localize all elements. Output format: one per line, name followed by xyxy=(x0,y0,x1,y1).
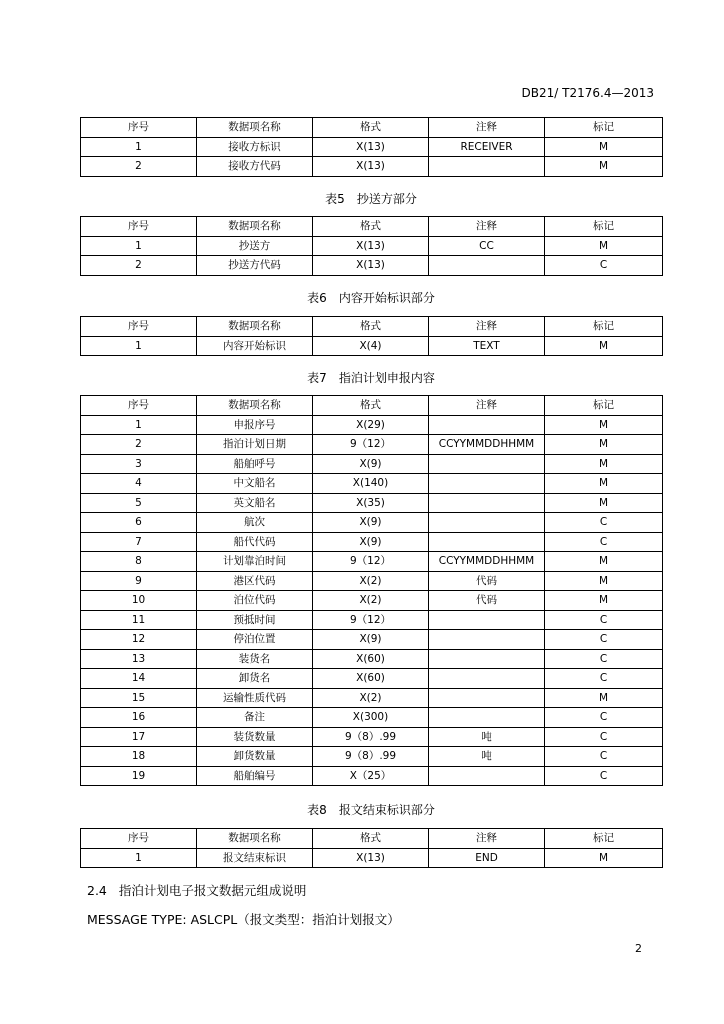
table-row xyxy=(81,610,663,630)
table-row xyxy=(81,591,663,611)
cell-note-col xyxy=(429,513,545,533)
column-header-index-col: 序号 xyxy=(81,829,197,849)
table-row xyxy=(81,848,663,868)
cell-format-col: X(13) xyxy=(313,256,429,276)
table-row xyxy=(81,415,663,435)
cell-name-col: 备注 xyxy=(197,708,313,728)
page-number: 2 xyxy=(635,942,642,955)
table-row xyxy=(81,708,663,728)
cell-format-col: X(9) xyxy=(313,532,429,552)
table-row xyxy=(81,766,663,786)
cell-flag-col: C xyxy=(545,513,663,533)
cell-index-col: 1 xyxy=(81,236,197,256)
table-row xyxy=(81,137,663,157)
table-8-number: 表8 xyxy=(307,803,327,817)
table-7-caption xyxy=(80,369,662,386)
column-header-name-col: 数据项名称 xyxy=(197,396,313,416)
cell-flag-col: M xyxy=(545,157,663,177)
column-header-note-col: 注释 xyxy=(429,217,545,237)
cell-name-col: 运输性质代码 xyxy=(197,688,313,708)
cell-name-col: 船舶呼号 xyxy=(197,454,313,474)
column-header-format-col: 格式 xyxy=(313,396,429,416)
cell-index-col: 13 xyxy=(81,649,197,669)
cell-format-col: X(9) xyxy=(313,630,429,650)
column-header-note-col: 注释 xyxy=(429,317,545,337)
cell-name-col: 计划靠泊时间 xyxy=(197,552,313,572)
table-row xyxy=(81,571,663,591)
cell-index-col: 2 xyxy=(81,435,197,455)
cell-flag-col: M xyxy=(545,336,663,356)
cell-name-col: 英文船名 xyxy=(197,493,313,513)
cell-note-col xyxy=(429,415,545,435)
cell-name-col: 抄送方 xyxy=(197,236,313,256)
cell-flag-col: C xyxy=(545,708,663,728)
table-row xyxy=(81,552,663,572)
table-8-title: 报文结束标识部分 xyxy=(338,803,435,817)
column-header-note-col: 注释 xyxy=(429,829,545,849)
cell-format-col: X(29) xyxy=(313,415,429,435)
table-header-row xyxy=(81,217,663,237)
cell-format-col: X(13) xyxy=(313,137,429,157)
table-6-content-start xyxy=(80,316,663,356)
cell-note-col xyxy=(429,630,545,650)
table-row xyxy=(81,727,663,747)
cell-flag-col: M xyxy=(545,848,663,868)
cell-index-col: 12 xyxy=(81,630,197,650)
cell-format-col: X(13) xyxy=(313,157,429,177)
cell-index-col: 1 xyxy=(81,848,197,868)
table-6-caption xyxy=(80,289,662,306)
cell-name-col: 航次 xyxy=(197,513,313,533)
table-8-caption xyxy=(80,801,662,818)
cell-name-col: 装货数量 xyxy=(197,727,313,747)
cell-name-col: 预抵时间 xyxy=(197,610,313,630)
table-5-caption xyxy=(80,190,662,207)
column-header-format-col: 格式 xyxy=(313,118,429,138)
table-4-receiver xyxy=(80,117,663,177)
table-6-number: 表6 xyxy=(307,291,327,305)
cell-index-col: 19 xyxy=(81,766,197,786)
table-row xyxy=(81,435,663,455)
table-row xyxy=(81,157,663,177)
column-header-flag-col: 标记 xyxy=(545,829,663,849)
column-header-name-col: 数据项名称 xyxy=(197,829,313,849)
cell-format-col: X(35) xyxy=(313,493,429,513)
cell-format-col: 9（8）.99 xyxy=(313,727,429,747)
cell-note-col xyxy=(429,688,545,708)
table-header-row xyxy=(81,396,663,416)
cell-format-col: X(2) xyxy=(313,591,429,611)
cell-flag-col: M xyxy=(545,454,663,474)
cell-flag-col: C xyxy=(545,669,663,689)
cell-flag-col: C xyxy=(545,256,663,276)
cell-index-col: 6 xyxy=(81,513,197,533)
table-row xyxy=(81,493,663,513)
column-header-flag-col: 标记 xyxy=(545,396,663,416)
column-header-index-col: 序号 xyxy=(81,317,197,337)
table-7-number: 表7 xyxy=(307,371,327,385)
table-row xyxy=(81,688,663,708)
cell-flag-col: M xyxy=(545,415,663,435)
cell-note-col xyxy=(429,474,545,494)
cell-index-col: 10 xyxy=(81,591,197,611)
table-row xyxy=(81,454,663,474)
cell-format-col: X(4) xyxy=(313,336,429,356)
cell-note-col xyxy=(429,256,545,276)
table-row xyxy=(81,532,663,552)
cell-format-col: X(13) xyxy=(313,848,429,868)
cell-format-col: 9（8）.99 xyxy=(313,747,429,767)
table-row xyxy=(81,649,663,669)
column-header-format-col: 格式 xyxy=(313,829,429,849)
cell-note-col xyxy=(429,454,545,474)
cell-index-col: 1 xyxy=(81,137,197,157)
column-header-flag-col: 标记 xyxy=(545,118,663,138)
cell-note-col xyxy=(429,157,545,177)
cell-flag-col: C xyxy=(545,532,663,552)
table-row xyxy=(81,630,663,650)
cell-format-col: X（25） xyxy=(313,766,429,786)
column-header-name-col: 数据项名称 xyxy=(197,317,313,337)
cell-format-col: X(2) xyxy=(313,688,429,708)
cell-flag-col: C xyxy=(545,649,663,669)
cell-format-col: X(13) xyxy=(313,236,429,256)
cell-note-col: CCYYMMDDHHMM xyxy=(429,552,545,572)
cell-name-col: 船代代码 xyxy=(197,532,313,552)
column-header-note-col: 注释 xyxy=(429,118,545,138)
cell-flag-col: M xyxy=(545,688,663,708)
cell-flag-col: C xyxy=(545,727,663,747)
cell-format-col: X(60) xyxy=(313,669,429,689)
cell-name-col: 申报序号 xyxy=(197,415,313,435)
cell-name-col: 接收方标识 xyxy=(197,137,313,157)
cell-format-col: X(2) xyxy=(313,571,429,591)
cell-name-col: 中文船名 xyxy=(197,474,313,494)
cell-flag-col: M xyxy=(545,591,663,611)
cell-note-col: 吨 xyxy=(429,747,545,767)
table-7-title: 指泊计划申报内容 xyxy=(338,371,435,385)
cell-flag-col: M xyxy=(545,236,663,256)
column-header-index-col: 序号 xyxy=(81,217,197,237)
cell-flag-col: M xyxy=(545,493,663,513)
table-6-title: 内容开始标识部分 xyxy=(338,291,435,305)
cell-name-col: 指泊计划日期 xyxy=(197,435,313,455)
cell-index-col: 16 xyxy=(81,708,197,728)
cell-format-col: X(60) xyxy=(313,649,429,669)
cell-note-col xyxy=(429,766,545,786)
cell-format-col: X(300) xyxy=(313,708,429,728)
cell-name-col: 停泊位置 xyxy=(197,630,313,650)
cell-flag-col: C xyxy=(545,766,663,786)
column-header-flag-col: 标记 xyxy=(545,317,663,337)
cell-format-col: X(9) xyxy=(313,454,429,474)
cell-name-col: 卸货数量 xyxy=(197,747,313,767)
column-header-format-col: 格式 xyxy=(313,317,429,337)
cell-index-col: 2 xyxy=(81,256,197,276)
cell-note-col: 代码 xyxy=(429,591,545,611)
cell-flag-col: M xyxy=(545,571,663,591)
table-5-cc xyxy=(80,216,663,276)
cell-index-col: 15 xyxy=(81,688,197,708)
cell-note-col: CCYYMMDDHHMM xyxy=(429,435,545,455)
cell-note-col: 代码 xyxy=(429,571,545,591)
cell-index-col: 4 xyxy=(81,474,197,494)
cell-format-col: 9（12） xyxy=(313,552,429,572)
table-header-row xyxy=(81,317,663,337)
cell-note-col xyxy=(429,610,545,630)
table-7-berth-plan xyxy=(80,395,663,786)
table-5-number: 表5 xyxy=(325,192,345,206)
column-header-name-col: 数据项名称 xyxy=(197,118,313,138)
cell-flag-col: M xyxy=(545,474,663,494)
cell-index-col: 7 xyxy=(81,532,197,552)
cell-flag-col: M xyxy=(545,435,663,455)
standard-code: DB21/ T2176.4—2013 xyxy=(521,86,654,100)
cell-name-col: 报文结束标识 xyxy=(197,848,313,868)
section-heading xyxy=(87,881,306,899)
cell-name-col: 抄送方代码 xyxy=(197,256,313,276)
table-header-row xyxy=(81,829,663,849)
cell-flag-col: M xyxy=(545,137,663,157)
cell-index-col: 14 xyxy=(81,669,197,689)
cell-flag-col: C xyxy=(545,610,663,630)
cell-note-col: 吨 xyxy=(429,727,545,747)
table-row xyxy=(81,474,663,494)
section-title: 指泊计划电子报文数据元组成说明 xyxy=(118,883,307,898)
cell-note-col xyxy=(429,708,545,728)
cell-note-col: RECEIVER xyxy=(429,137,545,157)
cell-index-col: 17 xyxy=(81,727,197,747)
column-header-flag-col: 标记 xyxy=(545,217,663,237)
column-header-note-col: 注释 xyxy=(429,396,545,416)
cell-name-col: 泊位代码 xyxy=(197,591,313,611)
cell-name-col: 卸货名 xyxy=(197,669,313,689)
cell-note-col: CC xyxy=(429,236,545,256)
cell-note-col xyxy=(429,669,545,689)
cell-flag-col: M xyxy=(545,552,663,572)
cell-name-col: 装货名 xyxy=(197,649,313,669)
table-header-row xyxy=(81,118,663,138)
cell-note-col: TEXT xyxy=(429,336,545,356)
table-5-title: 抄送方部分 xyxy=(356,192,417,206)
cell-index-col: 9 xyxy=(81,571,197,591)
table-row xyxy=(81,669,663,689)
column-header-index-col: 序号 xyxy=(81,396,197,416)
table-row xyxy=(81,336,663,356)
cell-index-col: 11 xyxy=(81,610,197,630)
cell-index-col: 3 xyxy=(81,454,197,474)
cell-index-col: 5 xyxy=(81,493,197,513)
cell-index-col: 18 xyxy=(81,747,197,767)
cell-format-col: X(9) xyxy=(313,513,429,533)
table-row xyxy=(81,236,663,256)
cell-note-col xyxy=(429,532,545,552)
cell-index-col: 8 xyxy=(81,552,197,572)
cell-name-col: 船舶编号 xyxy=(197,766,313,786)
cell-index-col: 1 xyxy=(81,336,197,356)
cell-flag-col: C xyxy=(545,630,663,650)
column-header-name-col: 数据项名称 xyxy=(197,217,313,237)
cell-format-col: 9（12） xyxy=(313,610,429,630)
table-row xyxy=(81,513,663,533)
column-header-index-col: 序号 xyxy=(81,118,197,138)
cell-flag-col: C xyxy=(545,747,663,767)
cell-name-col: 接收方代码 xyxy=(197,157,313,177)
cell-note-col: END xyxy=(429,848,545,868)
section-number: 2.4 xyxy=(87,883,107,898)
table-row xyxy=(81,256,663,276)
cell-index-col: 1 xyxy=(81,415,197,435)
message-type-line: MESSAGE TYPE: ASLCPL（报文类型：指泊计划报文） xyxy=(87,912,400,927)
cell-note-col xyxy=(429,649,545,669)
cell-note-col xyxy=(429,493,545,513)
cell-format-col: 9（12） xyxy=(313,435,429,455)
cell-index-col: 2 xyxy=(81,157,197,177)
cell-name-col: 内容开始标识 xyxy=(197,336,313,356)
table-row xyxy=(81,747,663,767)
cell-format-col: X(140) xyxy=(313,474,429,494)
column-header-format-col: 格式 xyxy=(313,217,429,237)
cell-name-col: 港区代码 xyxy=(197,571,313,591)
table-8-message-end xyxy=(80,828,663,868)
